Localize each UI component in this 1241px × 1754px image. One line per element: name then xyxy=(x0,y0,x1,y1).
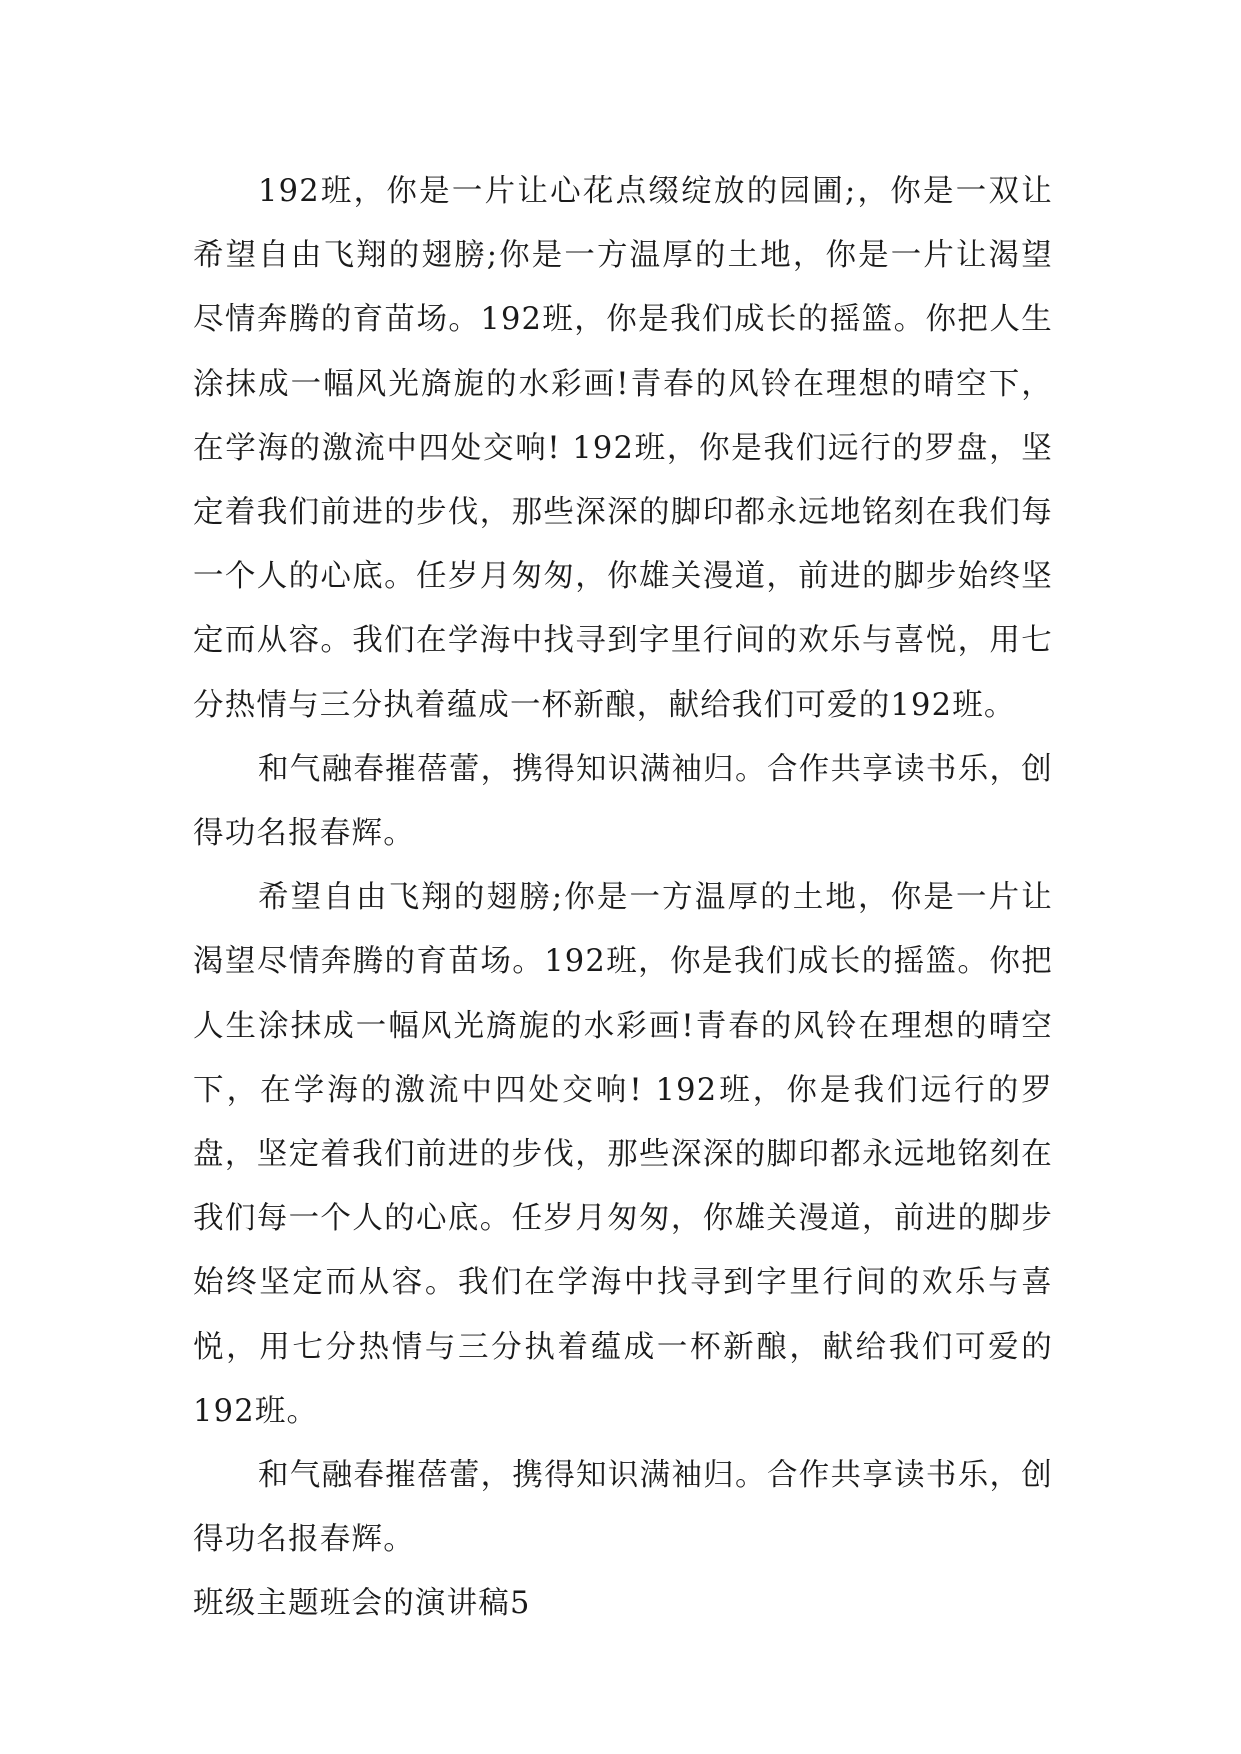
section-heading: 班级主题班会的演讲稿5 xyxy=(193,1586,531,1622)
paragraph-1: 192班，你是一片让心花点缀绽放的园圃;，你是一双让希望自由飞翔的翅膀;你是一方温厚的土地，你是一片让渴望尽情奔腾的育苗场。192班，你是我们成长的摇篮。你把人生涂抹成一幅风光旖旎的水彩画!青春的风铃在理想的晴空下，在学海的激流中四处交响! 192班，你是我们远行的罗盘，坚定着我们前进的步伐，那些深深的脚印都永远地铭刻在我们每一个人的心底。任岁月匆匆，你雄关漫道，前进的脚步始终坚定而从容。我们在学海中找寻到字里行间的欢乐与喜悦，用七分热情与三分执着蕴成一杯新酿，献给我们可爱的192班。 xyxy=(193,174,1053,723)
paragraph-4: 和气融春摧蓓蕾，携得知识满袖归。合作共享读书乐，创得功名报春辉。 xyxy=(193,1458,1053,1558)
document-body xyxy=(193,160,1053,1637)
paragraph-3: 希望自由飞翔的翅膀;你是一方温厚的土地，你是一片让渴望尽情奔腾的育苗场。192班，你是我们成长的摇篮。你把人生涂抹成一幅风光旖旎的水彩画!青春的风铃在理想的晴空下，在学海的激流中四处交响! 192班，你是我们远行的罗盘，坚定着我们前进的步伐，那些深深的脚印都永远地铭刻在我们每一个人的心底。任岁月匆匆，你雄关漫道，前进的脚步始终坚定而从容。我们在学海中找寻到字里行间的欢乐与喜悦，用七分热情与三分执着蕴成一杯新酿，献给我们可爱的192班。 xyxy=(193,880,1053,1429)
paragraph-2: 和气融春摧蓓蕾，携得知识满袖归。合作共享读书乐，创得功名报春辉。 xyxy=(193,751,1053,852)
